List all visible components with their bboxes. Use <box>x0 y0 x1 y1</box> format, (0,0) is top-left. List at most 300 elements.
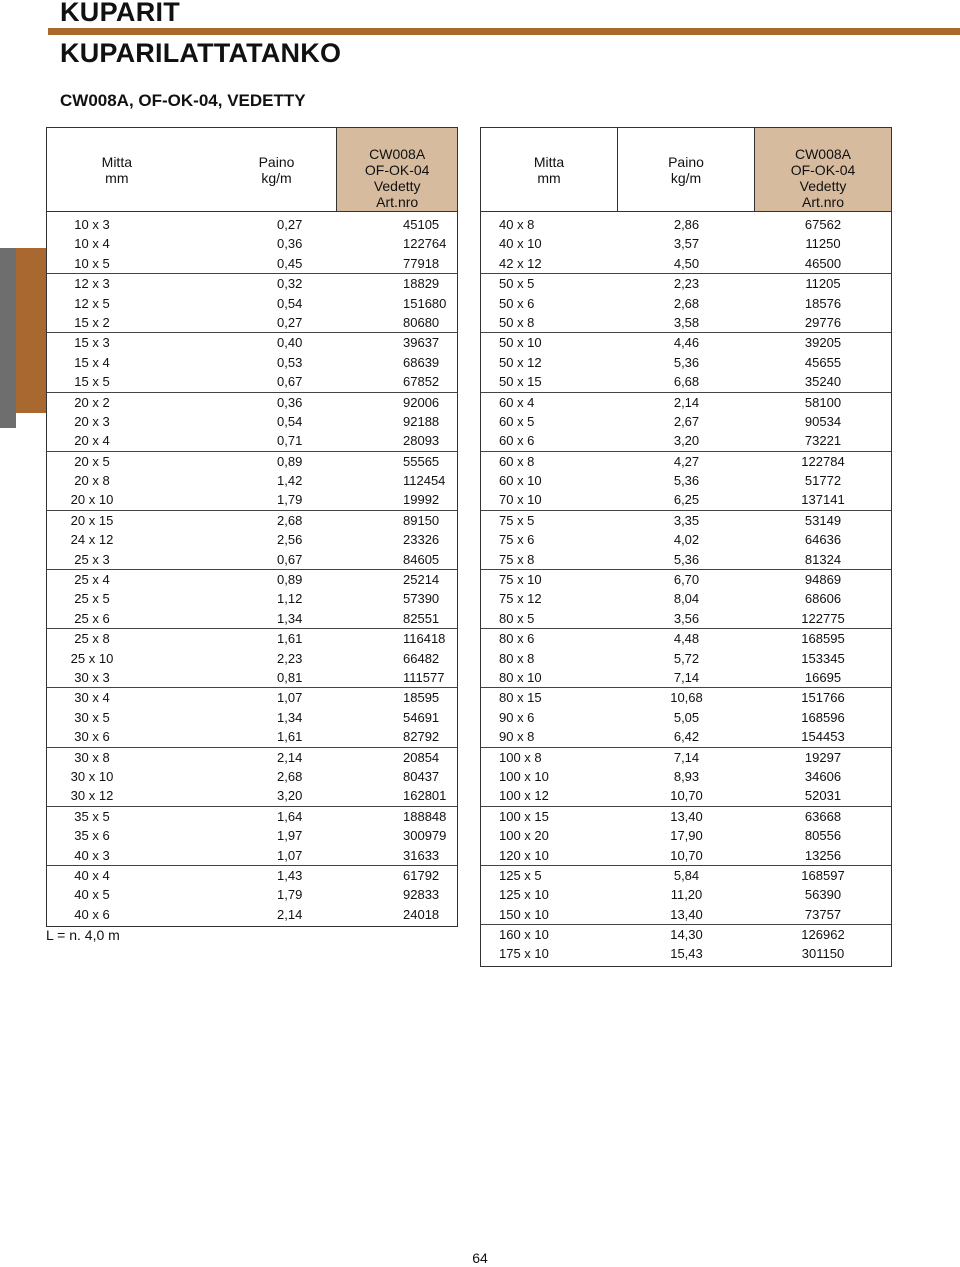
cell-paino: 1,43 <box>277 867 303 883</box>
col-header-mitta: Mitta mm <box>481 128 618 211</box>
cell-mitta: 30 x 8 <box>74 749 110 765</box>
cell-mitta: 40 x 6 <box>74 906 110 922</box>
table-row <box>481 530 891 549</box>
cell-paino: 3,35 <box>673 512 700 528</box>
page-number: 64 <box>472 1250 488 1266</box>
cell-art-nro: 68606 <box>804 591 842 607</box>
table-row <box>47 628 457 648</box>
cell-art-nro: 16695 <box>804 669 842 685</box>
table-row <box>481 905 891 924</box>
cell-mitta: 12 x 5 <box>74 295 110 311</box>
cell-art-nro: 19992 <box>403 492 440 508</box>
cell-art-nro: 77918 <box>403 255 440 271</box>
table-row <box>481 451 891 471</box>
cell-art-nro: 122784 <box>801 453 845 469</box>
cell-mitta: 100 x 15 <box>499 808 549 824</box>
table-row <box>47 826 457 845</box>
cell-paino: 5,36 <box>673 354 700 370</box>
cell-paino: 0,40 <box>277 335 303 351</box>
table-row <box>47 905 457 924</box>
cell-paino: 2,14 <box>277 906 303 922</box>
cell-art-nro: 66482 <box>403 650 440 666</box>
cell-paino: 2,14 <box>673 394 700 410</box>
cell-art-nro: 45105 <box>403 217 440 232</box>
cell-paino: 13,40 <box>670 906 703 922</box>
cell-mitta: 25 x 5 <box>74 591 110 607</box>
cell-paino: 4,02 <box>673 532 700 548</box>
table-row <box>481 510 891 530</box>
cell-art-nro: 46500 <box>804 255 842 271</box>
cell-paino: 0,36 <box>277 394 303 410</box>
cell-paino: 2,68 <box>277 768 303 784</box>
table-row <box>47 510 457 530</box>
cell-paino: 1,79 <box>277 492 303 508</box>
cell-art-nro: 122764 <box>403 236 447 252</box>
cell-paino: 4,46 <box>673 335 700 351</box>
cell-art-nro: 92006 <box>403 394 440 410</box>
cell-mitta: 120 x 10 <box>499 847 549 863</box>
cell-paino: 2,23 <box>673 276 700 292</box>
cell-paino: 13,40 <box>670 808 703 824</box>
cell-paino: 6,25 <box>673 492 700 508</box>
cell-mitta: 10 x 4 <box>74 236 110 252</box>
cell-paino: 7,14 <box>673 669 700 685</box>
length-note: L = n. 4,0 m <box>46 927 120 943</box>
table-row <box>47 471 457 490</box>
table-row <box>481 708 891 727</box>
table-row <box>481 372 891 391</box>
cell-art-nro: 73757 <box>804 906 842 922</box>
cell-mitta: 20 x 3 <box>74 413 110 429</box>
cell-paino: 15,43 <box>670 946 703 962</box>
cell-art-nro: 56390 <box>804 887 842 903</box>
cell-mitta: 80 x 5 <box>499 610 535 626</box>
table-row <box>481 569 891 589</box>
product-variant: CW008A, OF-OK-04, VEDETTY <box>60 91 306 110</box>
cell-mitta: 50 x 5 <box>499 276 535 292</box>
cell-art-nro: 81324 <box>804 551 842 567</box>
cell-mitta: 30 x 10 <box>70 768 114 784</box>
table-row <box>47 649 457 668</box>
cell-paino: 0,71 <box>277 433 303 449</box>
cell-paino: 8,04 <box>673 591 700 607</box>
cell-art-nro: 126962 <box>801 927 845 943</box>
table-row <box>481 313 891 332</box>
cell-mitta: 40 x 4 <box>74 867 110 883</box>
cell-mitta: 75 x 5 <box>499 512 535 528</box>
cell-mitta: 20 x 4 <box>74 433 110 449</box>
table-row <box>47 294 457 313</box>
cell-mitta: 100 x 20 <box>499 828 549 844</box>
cell-mitta: 175 x 10 <box>499 946 549 962</box>
table-body <box>481 212 891 966</box>
cell-paino: 17,90 <box>670 828 703 844</box>
table-row <box>47 392 457 412</box>
cell-mitta: 90 x 6 <box>499 709 535 725</box>
side-gray-bar <box>0 248 16 428</box>
cell-mitta: 30 x 12 <box>70 788 114 804</box>
cell-art-nro: 13256 <box>804 847 842 863</box>
cell-paino: 11,20 <box>670 887 703 903</box>
cell-paino: 1,97 <box>277 828 303 844</box>
col-header-paino: Paino kg/m <box>258 153 295 186</box>
cell-mitta: 40 x 8 <box>499 217 535 232</box>
table-row <box>47 353 457 372</box>
cell-mitta: 42 x 12 <box>499 255 542 271</box>
table-row <box>481 846 891 865</box>
cell-paino: 1,12 <box>277 591 303 607</box>
table-row <box>47 885 457 904</box>
table-row <box>47 747 457 767</box>
table-row <box>481 332 891 352</box>
table-row <box>47 865 457 885</box>
cell-mitta: 25 x 3 <box>74 551 110 567</box>
cell-mitta: 30 x 3 <box>74 669 110 685</box>
cell-art-nro: 80437 <box>403 768 440 784</box>
cell-paino: 0,89 <box>277 572 303 588</box>
table-header <box>47 128 457 212</box>
cell-art-nro: 24018 <box>403 906 440 922</box>
cell-mitta: 75 x 8 <box>499 551 535 567</box>
cell-mitta: 10 x 3 <box>74 217 110 232</box>
cell-paino: 3,56 <box>673 610 700 626</box>
cell-mitta: 80 x 8 <box>499 650 535 666</box>
cell-art-nro: 31633 <box>403 847 440 863</box>
table-row <box>47 215 457 234</box>
cell-paino: 4,27 <box>673 453 700 469</box>
cell-art-nro: 92188 <box>403 413 440 429</box>
cell-mitta: 20 x 8 <box>74 473 110 489</box>
cell-paino: 0,67 <box>277 551 303 567</box>
table-row <box>481 273 891 293</box>
cell-mitta: 30 x 5 <box>74 709 110 725</box>
table-row <box>481 806 891 826</box>
cell-mitta: 75 x 12 <box>499 591 542 607</box>
cell-art-nro: 28093 <box>403 433 440 449</box>
cell-art-nro: 18829 <box>403 276 440 292</box>
cell-mitta: 60 x 10 <box>499 473 542 489</box>
cell-art-nro: 18576 <box>804 295 842 311</box>
cell-paino: 0,53 <box>277 354 303 370</box>
cell-art-nro: 73221 <box>804 433 842 449</box>
cell-art-nro: 39637 <box>403 335 440 351</box>
cell-mitta: 60 x 8 <box>499 453 535 469</box>
cell-art-nro: 151680 <box>403 295 447 311</box>
cell-mitta: 15 x 5 <box>74 374 110 390</box>
cell-art-nro: 34606 <box>804 768 842 784</box>
col-header-mitta: Mitta mm <box>101 153 132 186</box>
cell-mitta: 25 x 4 <box>74 572 110 588</box>
cell-mitta: 60 x 5 <box>499 413 535 429</box>
table-header <box>481 128 891 212</box>
cell-art-nro: 137141 <box>801 492 845 508</box>
cell-mitta: 25 x 10 <box>70 650 114 666</box>
cell-art-nro: 301150 <box>801 946 845 962</box>
col-header-paino: Paino kg/m <box>618 128 755 211</box>
cell-mitta: 20 x 5 <box>74 453 110 469</box>
cell-art-nro: 19297 <box>804 749 842 765</box>
cell-art-nro: 64636 <box>804 532 842 548</box>
cell-art-nro: 61792 <box>403 867 440 883</box>
table-row <box>481 767 891 786</box>
cell-paino: 14,30 <box>670 927 703 943</box>
table-row <box>47 727 457 746</box>
cell-art-nro: 90534 <box>804 413 842 429</box>
table-row <box>481 392 891 412</box>
cell-paino: 0,67 <box>277 374 303 390</box>
table-row <box>481 353 891 372</box>
cell-paino: 2,56 <box>277 532 303 548</box>
col-header-art: CW008A OF-OK-04 Vedetty Art.nro <box>755 128 891 211</box>
cell-art-nro: 52031 <box>804 788 842 804</box>
cell-art-nro: 57390 <box>403 591 440 607</box>
header-rule <box>48 28 960 35</box>
table-row <box>481 747 891 767</box>
cell-art-nro: 23326 <box>403 532 440 548</box>
table-row <box>481 786 891 805</box>
cell-art-nro: 112454 <box>403 473 446 489</box>
cell-mitta: 100 x 12 <box>499 788 549 804</box>
cell-mitta: 25 x 8 <box>74 631 110 647</box>
table-row <box>481 589 891 608</box>
cell-paino: 0,54 <box>277 413 303 429</box>
table-row <box>47 530 457 549</box>
table-row <box>47 609 457 628</box>
table-row <box>481 668 891 687</box>
cell-mitta: 80 x 6 <box>499 631 535 647</box>
cell-mitta: 40 x 5 <box>74 887 110 903</box>
cell-paino: 1,07 <box>277 847 303 863</box>
cell-art-nro: 68639 <box>403 354 440 370</box>
cell-mitta: 20 x 15 <box>70 512 114 528</box>
cell-mitta: 20 x 10 <box>70 492 114 508</box>
cell-art-nro: 53149 <box>804 512 842 528</box>
cell-paino: 8,93 <box>673 768 700 784</box>
table-row <box>47 708 457 727</box>
cell-paino: 7,14 <box>673 749 700 765</box>
table-row <box>481 550 891 569</box>
cell-art-nro: 188848 <box>403 808 447 824</box>
cell-art-nro: 67852 <box>403 374 440 390</box>
cell-art-nro: 39205 <box>804 335 842 351</box>
cell-mitta: 160 x 10 <box>499 927 549 943</box>
cell-paino: 0,27 <box>277 314 303 330</box>
cell-mitta: 15 x 2 <box>74 314 110 330</box>
table-row <box>47 687 457 707</box>
cell-art-nro: 45655 <box>804 354 842 370</box>
cell-paino: 0,89 <box>277 453 303 469</box>
cell-art-nro: 168595 <box>801 631 845 647</box>
cell-art-nro: 82551 <box>403 610 440 626</box>
cell-paino: 0,36 <box>277 236 303 252</box>
cell-paino: 5,05 <box>673 709 700 725</box>
table-row <box>481 490 891 509</box>
cell-art-nro: 92833 <box>403 887 440 903</box>
cell-art-nro: 54691 <box>403 709 440 725</box>
cell-art-nro: 122775 <box>801 610 845 626</box>
cell-paino: 1,42 <box>277 473 303 489</box>
cell-art-nro: 89150 <box>403 512 440 528</box>
cell-paino: 1,07 <box>277 690 303 706</box>
cell-mitta: 24 x 12 <box>70 532 114 548</box>
cell-mitta: 30 x 4 <box>74 690 110 706</box>
table-row <box>47 431 457 450</box>
cell-art-nro: 153345 <box>801 650 845 666</box>
cell-art-nro: 20854 <box>403 749 440 765</box>
cell-mitta: 80 x 10 <box>499 669 542 685</box>
cell-art-nro: 55565 <box>403 453 440 469</box>
cell-paino: 0,45 <box>277 255 303 271</box>
cell-paino: 1,79 <box>277 887 303 903</box>
cell-paino: 6,68 <box>673 374 700 390</box>
cell-mitta: 35 x 5 <box>74 808 110 824</box>
table-row <box>47 786 457 805</box>
table-row <box>47 846 457 865</box>
cell-art-nro: 67562 <box>804 217 842 232</box>
cell-mitta: 80 x 15 <box>499 690 542 706</box>
table-row <box>481 294 891 313</box>
cell-paino: 10,70 <box>670 847 703 863</box>
cell-art-nro: 58100 <box>804 394 842 410</box>
table-row <box>481 885 891 904</box>
table-row <box>47 550 457 569</box>
table-row <box>481 727 891 746</box>
cell-paino: 0,81 <box>277 669 303 685</box>
cell-paino: 3,20 <box>277 788 303 804</box>
cell-mitta: 75 x 10 <box>499 572 542 588</box>
table-row <box>481 431 891 450</box>
table-row <box>481 924 891 944</box>
cell-paino: 3,20 <box>673 433 700 449</box>
cell-art-nro: 300979 <box>403 828 447 844</box>
left-table <box>46 127 458 927</box>
cell-paino: 4,50 <box>673 255 700 271</box>
table-row <box>47 451 457 471</box>
cell-mitta: 50 x 15 <box>499 374 542 390</box>
cell-paino: 1,64 <box>277 808 303 824</box>
cell-paino: 2,14 <box>277 749 303 765</box>
table-row <box>47 313 457 332</box>
cell-mitta: 50 x 10 <box>499 335 542 351</box>
col-header-art: CW008A OF-OK-04 Vedetty Art.nro <box>336 128 457 211</box>
cell-mitta: 70 x 10 <box>499 492 542 508</box>
cell-art-nro: 11205 <box>805 276 841 292</box>
table-row <box>481 826 891 845</box>
table-row <box>481 944 891 963</box>
cell-art-nro: 94869 <box>804 572 842 588</box>
cell-mitta: 125 x 5 <box>499 867 542 883</box>
cell-paino: 4,48 <box>673 631 700 647</box>
cell-art-nro: 80556 <box>804 828 842 844</box>
cell-paino: 2,68 <box>673 295 700 311</box>
cell-mitta: 90 x 8 <box>499 729 535 745</box>
table-row <box>47 254 457 273</box>
cell-art-nro: 63668 <box>804 808 842 824</box>
cell-mitta: 12 x 3 <box>74 276 110 292</box>
cell-art-nro: 151766 <box>801 690 845 706</box>
table-row <box>481 865 891 885</box>
cell-art-nro: 111577 <box>403 669 445 685</box>
table-row <box>481 609 891 628</box>
cell-paino: 10,68 <box>670 690 703 706</box>
cell-mitta: 60 x 6 <box>499 433 535 449</box>
cell-paino: 6,42 <box>673 729 700 745</box>
cell-paino: 5,84 <box>673 867 700 883</box>
cell-mitta: 15 x 3 <box>74 335 110 351</box>
cell-paino: 0,27 <box>277 217 303 232</box>
cell-paino: 5,72 <box>673 650 700 666</box>
cell-paino: 0,32 <box>277 276 303 292</box>
table-row <box>47 668 457 687</box>
cell-mitta: 60 x 4 <box>499 394 535 410</box>
cell-mitta: 35 x 6 <box>74 828 110 844</box>
table-row <box>47 589 457 608</box>
table-row <box>481 215 891 234</box>
cell-paino: 2,68 <box>277 512 303 528</box>
table-row <box>481 412 891 431</box>
right-table <box>480 127 892 967</box>
cell-paino: 5,36 <box>673 551 700 567</box>
table-row <box>47 767 457 786</box>
cell-art-nro: 25214 <box>403 572 440 588</box>
cell-mitta: 50 x 6 <box>499 295 535 311</box>
table-row <box>481 254 891 273</box>
table-body <box>47 212 457 926</box>
cell-mitta: 125 x 10 <box>499 887 549 903</box>
cell-mitta: 15 x 4 <box>74 354 110 370</box>
cell-art-nro: 80680 <box>403 314 440 330</box>
table-row <box>47 412 457 431</box>
cell-paino: 6,70 <box>673 572 700 588</box>
cell-mitta: 40 x 3 <box>74 847 110 863</box>
cell-paino: 0,54 <box>277 295 303 311</box>
table-row <box>47 569 457 589</box>
table-row <box>47 372 457 391</box>
cell-art-nro: 84605 <box>403 551 440 567</box>
table-row <box>47 332 457 352</box>
cell-mitta: 100 x 8 <box>499 749 542 765</box>
table-row <box>47 234 457 253</box>
cell-mitta: 10 x 5 <box>74 255 110 271</box>
cell-mitta: 75 x 6 <box>499 532 535 548</box>
cell-art-nro: 154453 <box>801 729 845 745</box>
cell-paino: 3,57 <box>673 236 700 252</box>
cell-paino: 1,34 <box>277 709 303 725</box>
section-title: KUPARIT <box>60 0 181 27</box>
cell-paino: 1,61 <box>277 631 303 647</box>
table-row <box>481 649 891 668</box>
table-row <box>481 471 891 490</box>
cell-paino: 2,23 <box>277 650 303 666</box>
table-row <box>481 234 891 253</box>
cell-art-nro: 51772 <box>804 473 842 489</box>
table-row <box>47 806 457 826</box>
cell-mitta: 50 x 8 <box>499 314 535 330</box>
table-row <box>481 628 891 648</box>
cell-paino: 3,58 <box>673 314 700 330</box>
cell-mitta: 30 x 6 <box>74 729 110 745</box>
cell-mitta: 100 x 10 <box>499 768 549 784</box>
cell-paino: 2,67 <box>673 413 700 429</box>
cell-art-nro: 29776 <box>804 314 842 330</box>
cell-paino: 1,61 <box>277 729 303 745</box>
cell-art-nro: 35240 <box>804 374 842 390</box>
cell-mitta: 150 x 10 <box>499 906 549 922</box>
table-row <box>47 490 457 509</box>
cell-art-nro: 11250 <box>805 236 841 252</box>
cell-mitta: 50 x 12 <box>499 354 542 370</box>
cell-mitta: 25 x 6 <box>74 610 110 626</box>
